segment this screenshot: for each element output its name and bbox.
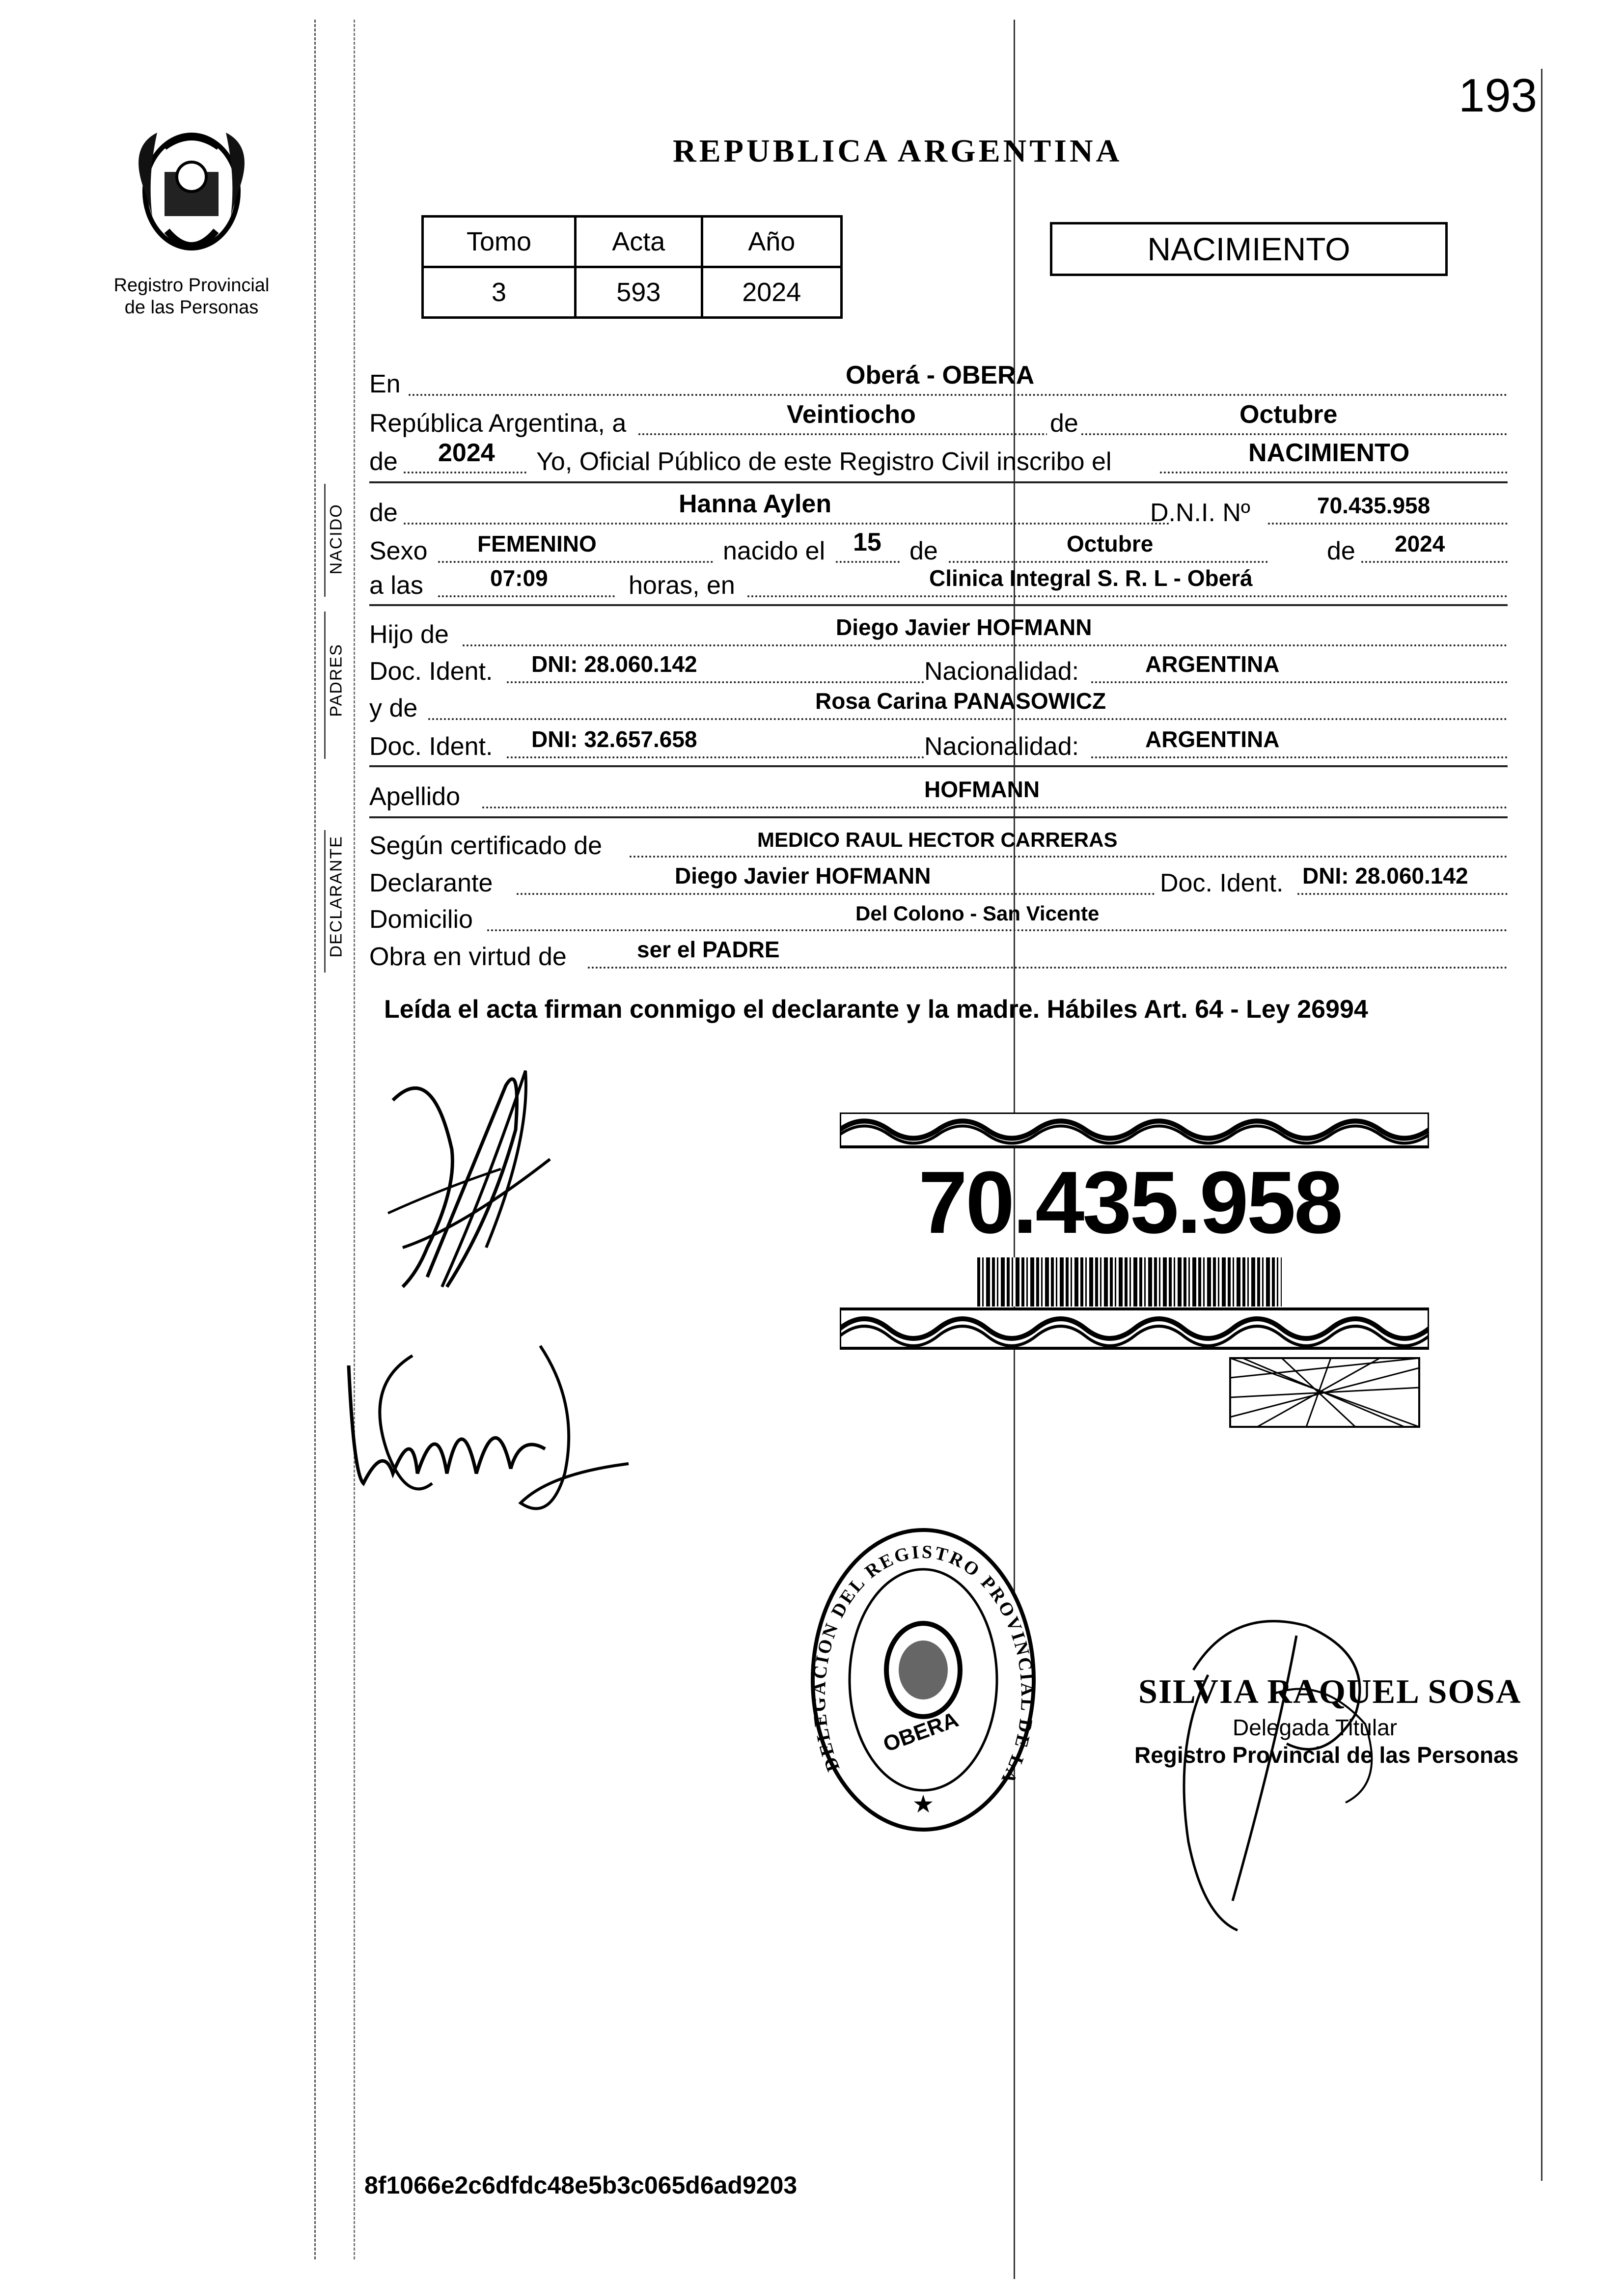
closing-text: Leída el acta firman conmigo el declarante y la madre. Hábiles Art. 64 - Ley 26994 (384, 995, 1368, 1024)
dotted-line (630, 856, 1508, 858)
act-type-label: NACIMIENTO (1147, 231, 1350, 267)
section-separator (369, 481, 1508, 483)
dotted-line (482, 807, 1508, 808)
official-seal-icon (805, 1523, 1041, 1837)
section-separator (369, 765, 1508, 767)
label-de-name: de (369, 499, 398, 527)
label-doc-ident-mother: Doc. Ident. (369, 732, 493, 761)
act-type-box (1050, 222, 1448, 276)
dotted-line (1361, 561, 1508, 563)
label-republica: República Argentina, a (369, 409, 627, 438)
document-hash: 8f1066e2c6dfdc48e5b3c065d6ad9203 (364, 2171, 798, 2199)
official-title: Delegada Titular (1233, 1715, 1397, 1740)
row-certificate (369, 825, 1508, 864)
label-declarante: Declarante (369, 869, 493, 897)
dotted-line (409, 394, 1508, 396)
stamp-ring-text: DELEGACION DEL REGISTRO PROVINCIAL DE LA (808, 1541, 1038, 1789)
dotted-line (507, 756, 924, 758)
svg-text:★: ★ (912, 1790, 935, 1818)
mother-signature-icon (334, 1326, 638, 1532)
label-obra: Obra en virtud de (369, 943, 567, 971)
label-dni-no: D.N.I. Nº (1150, 499, 1250, 527)
dotted-line (404, 472, 526, 473)
header-acta: Acta (576, 217, 702, 267)
dotted-line (949, 561, 1268, 563)
value-birth-time: 07:09 (490, 565, 548, 591)
header-tomo: Tomo (423, 217, 576, 267)
value-declarant-doc: DNI: 28.060.142 (1302, 863, 1468, 889)
label-doc-ident-declarant: Doc. Ident. (1160, 869, 1284, 897)
value-birth-day: 15 (853, 528, 881, 556)
row-surname (369, 776, 1508, 815)
page-number: 193 (1459, 69, 1538, 122)
side-label-nacido: NACIDO (327, 503, 346, 575)
misiones-coat-of-arms-icon (118, 118, 265, 265)
label-hijo-de: Hijo de (369, 620, 449, 649)
official-signature-icon (1110, 1596, 1463, 1940)
label-de-birth-year: de (1327, 537, 1355, 565)
row-capacity (369, 936, 1508, 975)
row-sex-birth (369, 530, 1508, 570)
value-ano: 2024 (702, 267, 841, 318)
row-mother-doc (369, 726, 1508, 765)
id-sticker-number: 70.435.958 (918, 1153, 1341, 1252)
label-apellido: Apellido (369, 782, 461, 811)
left-margin-dashed-line-2 (354, 20, 355, 2259)
dotted-line (836, 561, 900, 563)
row-time-place (369, 565, 1508, 604)
value-mother-name: Rosa Carina PANASOWICZ (815, 688, 1106, 714)
value-address: Del Colono - San Vicente (855, 902, 1100, 925)
row-date (369, 400, 1508, 442)
dotted-line (438, 595, 615, 597)
value-acta: 593 (576, 267, 702, 318)
province-logo (118, 118, 265, 265)
dotted-line (1268, 523, 1508, 525)
value-declarant: Diego Javier HOFMANN (675, 863, 931, 889)
label-y-de: y de (369, 694, 418, 723)
label-nacionalidad-father: Nacionalidad: (924, 657, 1079, 686)
dotted-line (428, 718, 1508, 720)
label-nacido-el: nacido el (723, 537, 826, 565)
left-margin-dashed-line (314, 20, 316, 2259)
official-stamp (805, 1523, 1041, 1837)
dotted-line (1091, 681, 1508, 683)
value-year: 2024 (438, 439, 495, 467)
official-office: Registro Provincial de las Personas (1134, 1742, 1519, 1768)
value-tomo: 3 (423, 267, 576, 318)
row-father (369, 614, 1508, 653)
dotted-line (1160, 472, 1508, 473)
row-place (369, 363, 1508, 403)
value-sex: FEMENINO (477, 531, 597, 556)
label-a-las: a las (369, 571, 423, 600)
row-address (369, 899, 1508, 938)
row-declarant (369, 862, 1508, 902)
stamp-center-text: OBERA (880, 1707, 962, 1757)
record-table (421, 215, 843, 319)
label-segun: Según certificado de (369, 832, 603, 860)
value-mother-doc: DNI: 32.657.658 (531, 726, 697, 752)
declarant-signature-icon (373, 1041, 579, 1316)
value-capacity: ser el PADRE (637, 937, 780, 962)
row-mother (369, 688, 1508, 727)
value-surname: HOFMANN (924, 777, 1040, 802)
dotted-line (463, 644, 1508, 646)
value-day-words: Veintiocho (787, 400, 916, 429)
header-ano: Año (702, 217, 841, 267)
value-father-name: Diego Javier HOFMANN (836, 614, 1092, 640)
id-sticker (840, 1113, 1429, 1432)
registry-line-2: de las Personas (124, 297, 259, 318)
value-father-doc: DNI: 28.060.142 (531, 651, 697, 677)
right-margin-line (1541, 69, 1542, 2181)
row-father-doc (369, 651, 1508, 690)
label-en: En (369, 370, 401, 398)
section-separator (369, 604, 1508, 606)
section-separator (369, 816, 1508, 818)
record-table-value-row (423, 267, 842, 318)
barcode-icon (977, 1257, 1282, 1307)
value-act-name: NACIMIENTO (1248, 439, 1410, 467)
label-sexo: Sexo (369, 537, 428, 565)
dotted-line (438, 561, 713, 563)
country-title: REPUBLICA ARGENTINA (673, 133, 1123, 169)
label-domicilio: Domicilio (369, 905, 473, 934)
side-label-padres: PADRES (327, 643, 346, 717)
value-month: Octubre (1239, 400, 1338, 429)
row-child-name (369, 492, 1508, 531)
value-place: Oberá - OBERA (846, 361, 1035, 389)
dotted-line (507, 681, 924, 683)
dotted-line (1297, 893, 1508, 895)
dotted-line (487, 929, 1508, 931)
label-horas-en: horas, en (629, 571, 735, 600)
value-birth-place: Clinica Integral S. R. L - Oberá (929, 565, 1253, 591)
label-nacionalidad-mother: Nacionalidad: (924, 732, 1079, 761)
label-de-month: de (1047, 409, 1081, 438)
value-child-dni: 70.435.958 (1317, 493, 1431, 518)
official-name: SILVIA RAQUEL SOSA (1138, 1673, 1522, 1711)
value-birth-month: Octubre (1067, 531, 1154, 556)
registry-line-1: Registro Provincial (113, 275, 270, 296)
dotted-line (517, 893, 1155, 895)
value-child-name: Hanna Aylen (679, 490, 832, 518)
dotted-line (588, 967, 1508, 969)
value-certificate: MEDICO RAUL HECTOR CARRERAS (757, 828, 1118, 851)
value-mother-nationality: ARGENTINA (1145, 726, 1280, 752)
value-father-nationality: ARGENTINA (1145, 651, 1280, 677)
row-year (369, 441, 1508, 480)
label-doc-ident-father: Doc. Ident. (369, 657, 493, 686)
label-de-birth-month: de (909, 537, 938, 565)
dotted-line (1091, 756, 1508, 758)
side-label-declarante: DECLARANTE (327, 835, 346, 958)
record-table-header-row (423, 217, 842, 267)
dotted-line (404, 523, 1170, 525)
label-yo-oficial: Yo, Oficial Público de este Registro Civil inscribo el (536, 447, 1112, 476)
value-birth-year: 2024 (1395, 531, 1445, 556)
label-de-year: de (369, 447, 398, 476)
dotted-line (747, 595, 1508, 597)
